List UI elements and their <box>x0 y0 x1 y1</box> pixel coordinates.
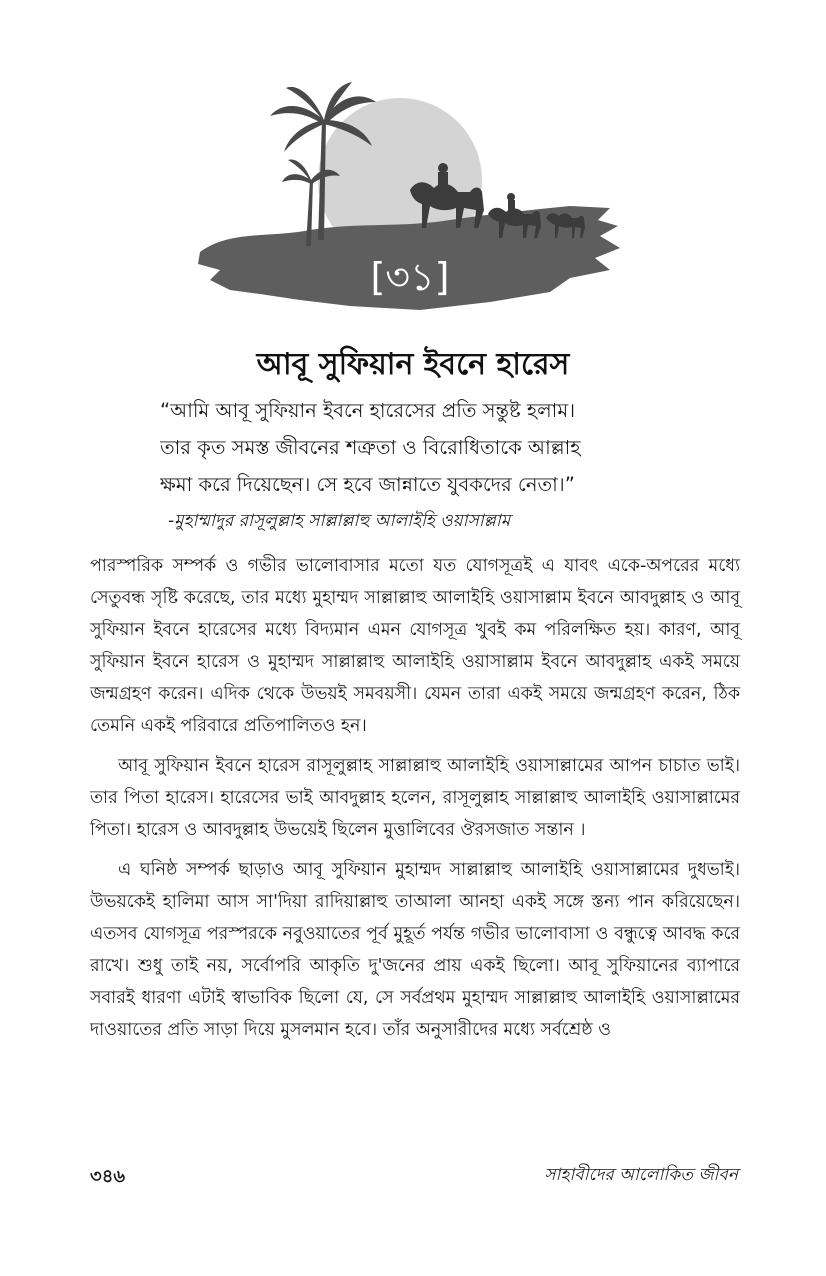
quote-line: “আমি আবূ সুফিয়ান ইবনে হারেসের প্রতি সন্তুষ্ট হলাম। <box>160 399 576 422</box>
page-number: ৩৪৬ <box>90 1166 126 1187</box>
chapter-header-illustration <box>190 80 630 320</box>
book-title: সাহাবীদের আলোকিত জীবন <box>544 1165 738 1185</box>
quote-attribution: -মুহাম্মাদুর রাসূলুল্লাহ সাল্লাল্লাহু আলাইহি ওয়াসাল্লাম <box>168 511 511 531</box>
paragraph: পারস্পরিক সম্পর্ক ও গভীর ভালোবাসার মতো যত যোগসূত্রই এ যাবৎ একে-অপরের মধ্যে সেতুবন্ধ সৃষ্টি করেছে, তার মধ্যে মুহাম্মদ সাল্লাল্লাহু আলাইহি ওয়াসাল্লাম ইবনে আবদুল্লাহ ও আবূ সুফিয়ান ইবনে হারেসের মধ্যে বিদ্যমান এমন যোগসূত্র খুবই কম পরিলক্ষিত হয়। কারণ, আবূ সুফিয়ান ইবনে হারেস ও মুহাম্মদ সাল্লাল্লাহু আলাইহি ওয়াসাল্লাম ইবনে আবদুল্লাহ একই সময়ে জন্মগ্রহণ করেন। এদিক থেকে উভয়ই সমবয়সী। যেমন তারা একই সময়ে জন্মগ্রহণ করেন, ঠিক তেমনি একই পরিবারে প্রতিপালিতও হন। <box>90 556 740 736</box>
quote-line: তার কৃত সমস্ত জীবনের শত্রুতা ও বিরোধিতাকে আল্লাহ <box>160 436 581 459</box>
page-title: আবূ সুফিয়ান ইবনে হারেস <box>256 347 570 382</box>
body-text <box>90 550 740 1054</box>
paragraph: এ ঘনিষ্ঠ সম্পর্ক ছাড়াও আবূ সুফিয়ান মুহাম্মদ সাল্লাল্লাহু আলাইহি ওয়াসাল্লামের দুধভাই। উভয়কেই হালিমা আস সা'দিয়া রাদিয়াল্লাহু তাআলা আনহা একই সঙ্গে স্তন্য পান করিয়েছেন। এতসব যোগসূত্র পরস্পরকে নবুওয়াতের পূর্ব মুহূর্ত পর্যন্ত গভীর ভালোবাসা ও বন্ধুত্বে আবদ্ধ করে রাখে। শুধু তাই নয়, সর্বোপরি আকৃতি দু'জনের প্রায় একই ছিলো। আবূ সুফিয়ানের ব্যাপারে সবারই ধারণা এটাই স্বাভাবিক ছিলো যে, সে সর্বপ্রথম মুহাম্মদ সাল্লাল্লাহু আলাইহি ওয়াসাল্লামের দাওয়াতের প্রতি সাড়া দিয়ে মুসলমান হবে। তাঁর অনুসারীদের মধ্যে সর্বশ্রেষ্ঠ ও <box>90 860 740 1040</box>
epigraph-quote <box>160 392 680 503</box>
paragraph: আবূ সুফিয়ান ইবনে হারেস রাসূলুল্লাহ সাল্লাল্লাহু আলাইহি ওয়াসাল্লামের আপন চাচাত ভাই। তার পিতা হারেস। হারেসের ভাই আবদুল্লাহ হলেন, রাসূলুল্লাহ সাল্লাল্লাহু আলাইহি ওয়াসাল্লামের পিতা। হারেস ও আবদুল্লাহ উভয়েই ছিলেন মুত্তালিবের ঔরসজাত সন্তান । <box>90 756 740 840</box>
chapter-number: [৩১] <box>370 255 450 299</box>
quote-line: ক্ষমা করে দিয়েছেন। সে হবে জান্নাতে যুবকদের নেতা।” <box>160 473 575 496</box>
